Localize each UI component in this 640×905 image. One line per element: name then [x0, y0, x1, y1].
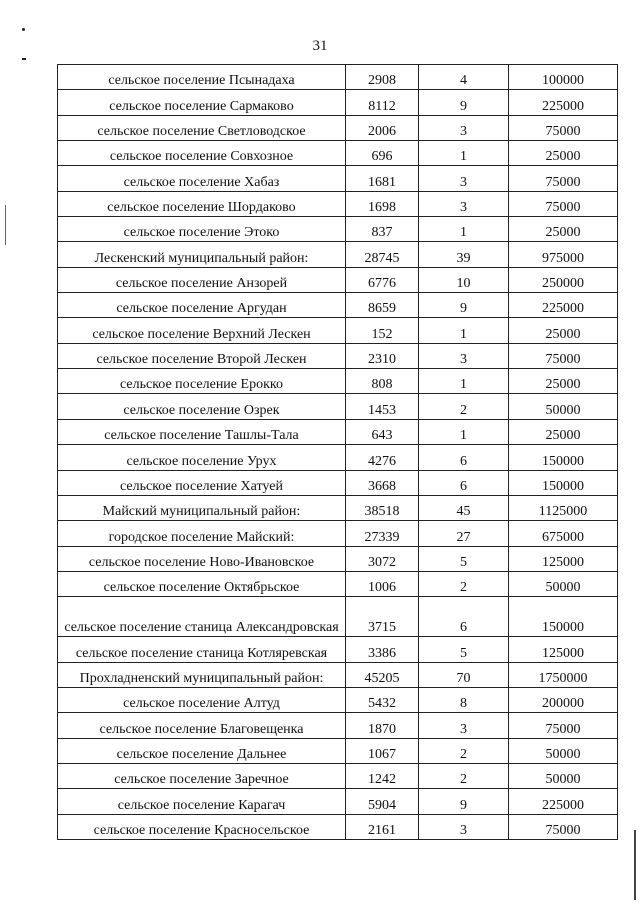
cell-count: 45 [419, 495, 509, 520]
table-row [58, 637, 618, 662]
cell-population: 696 [346, 141, 419, 166]
cell-amount: 25000 [509, 217, 618, 242]
cell-count: 2 [419, 394, 509, 419]
cell-name: сельское поселение Аргудан [58, 293, 346, 318]
cell-population: 3072 [346, 546, 419, 571]
table-row [58, 90, 618, 115]
cell-name: сельское поселение Карагач [58, 789, 346, 814]
cell-name: сельское поселение станица Александровская [58, 597, 346, 637]
cell-population: 8659 [346, 293, 419, 318]
cell-amount: 1125000 [509, 495, 618, 520]
table-row [58, 789, 618, 814]
table-row [58, 713, 618, 738]
cell-name: сельское поселение Ново-Ивановское [58, 546, 346, 571]
cell-count: 3 [419, 343, 509, 368]
cell-population: 28745 [346, 242, 419, 267]
cell-count: 2 [419, 763, 509, 788]
cell-count: 8 [419, 687, 509, 712]
cell-amount: 25000 [509, 318, 618, 343]
cell-population: 2908 [346, 65, 419, 90]
cell-amount: 50000 [509, 763, 618, 788]
table-row [58, 166, 618, 191]
cell-population: 1870 [346, 713, 419, 738]
cell-count: 1 [419, 141, 509, 166]
cell-population: 1242 [346, 763, 419, 788]
cell-count: 2 [419, 738, 509, 763]
page-number: 31 [312, 38, 328, 54]
cell-name: Лескенский муниципальный район: [58, 242, 346, 267]
table-row [58, 65, 618, 90]
table-row [58, 445, 618, 470]
cell-population: 3386 [346, 637, 419, 662]
table-row [58, 369, 618, 394]
table-row [58, 242, 618, 267]
cell-name: сельское поселение Октябрьское [58, 571, 346, 596]
cell-name: сельское поселение станица Котляревская [58, 637, 346, 662]
cell-name: сельское поселение Красносельское [58, 814, 346, 839]
cell-amount: 50000 [509, 738, 618, 763]
cell-population: 2310 [346, 343, 419, 368]
cell-population: 1006 [346, 571, 419, 596]
cell-amount: 75000 [509, 713, 618, 738]
cell-count: 9 [419, 90, 509, 115]
table-row [58, 419, 618, 444]
cell-amount: 75000 [509, 115, 618, 140]
cell-name: сельское поселение Благовещенка [58, 713, 346, 738]
table-row [58, 687, 618, 712]
table-row [58, 546, 618, 571]
cell-population: 8112 [346, 90, 419, 115]
table-row [58, 521, 618, 546]
table-row [58, 571, 618, 596]
scan-mark [22, 28, 25, 31]
cell-amount: 75000 [509, 191, 618, 216]
cell-name: сельское поселение Дальнее [58, 738, 346, 763]
table-row [58, 394, 618, 419]
cell-name: сельское поселение Алтуд [58, 687, 346, 712]
cell-population: 837 [346, 217, 419, 242]
cell-amount: 50000 [509, 571, 618, 596]
cell-name: сельское поселение Заречное [58, 763, 346, 788]
cell-name: сельское поселение Озрек [58, 394, 346, 419]
cell-amount: 225000 [509, 293, 618, 318]
cell-amount: 225000 [509, 90, 618, 115]
cell-population: 152 [346, 318, 419, 343]
cell-population: 45205 [346, 662, 419, 687]
cell-amount: 75000 [509, 166, 618, 191]
table-row [58, 470, 618, 495]
table-row [58, 318, 618, 343]
cell-amount: 675000 [509, 521, 618, 546]
cell-amount: 150000 [509, 470, 618, 495]
cell-amount: 1750000 [509, 662, 618, 687]
cell-population: 643 [346, 419, 419, 444]
cell-population: 5432 [346, 687, 419, 712]
cell-count: 9 [419, 293, 509, 318]
cell-population: 2161 [346, 814, 419, 839]
table-row [58, 763, 618, 788]
cell-name: сельское поселение Урух [58, 445, 346, 470]
table-row [58, 738, 618, 763]
cell-count: 1 [419, 419, 509, 444]
cell-amount: 75000 [509, 814, 618, 839]
cell-name: сельское поселение Псынадаха [58, 65, 346, 90]
cell-name: сельское поселение Совхозное [58, 141, 346, 166]
cell-amount: 150000 [509, 445, 618, 470]
allocation-table [57, 64, 618, 840]
cell-count: 6 [419, 445, 509, 470]
table-row [58, 217, 618, 242]
cell-name: сельское поселение Хабаз [58, 166, 346, 191]
cell-name: Прохладненский муниципальный район: [58, 662, 346, 687]
table-row [58, 267, 618, 292]
cell-amount: 125000 [509, 637, 618, 662]
table-row [58, 191, 618, 216]
table-row [58, 814, 618, 839]
cell-amount: 125000 [509, 546, 618, 571]
table-row [58, 662, 618, 687]
cell-population: 4276 [346, 445, 419, 470]
table-row [58, 495, 618, 520]
cell-count: 1 [419, 369, 509, 394]
cell-amount: 200000 [509, 687, 618, 712]
cell-amount: 150000 [509, 597, 618, 637]
cell-name: сельское поселение Второй Лескен [58, 343, 346, 368]
cell-count: 3 [419, 115, 509, 140]
cell-count: 6 [419, 470, 509, 495]
cell-count: 3 [419, 713, 509, 738]
cell-name: городское поселение Майский: [58, 521, 346, 546]
cell-count: 5 [419, 637, 509, 662]
cell-count: 5 [419, 546, 509, 571]
scan-mark [634, 830, 636, 900]
cell-name: Майский муниципальный район: [58, 495, 346, 520]
cell-population: 27339 [346, 521, 419, 546]
cell-population: 808 [346, 369, 419, 394]
table-row [58, 141, 618, 166]
cell-amount: 25000 [509, 369, 618, 394]
cell-count: 4 [419, 65, 509, 90]
cell-name: сельское поселение Сармаково [58, 90, 346, 115]
cell-name: сельское поселение Ташлы-Тала [58, 419, 346, 444]
cell-count: 27 [419, 521, 509, 546]
table-body [58, 65, 618, 840]
cell-population: 6776 [346, 267, 419, 292]
cell-count: 1 [419, 318, 509, 343]
cell-name: сельское поселение Анзорей [58, 267, 346, 292]
cell-count: 2 [419, 571, 509, 596]
cell-population: 5904 [346, 789, 419, 814]
cell-count: 3 [419, 191, 509, 216]
cell-population: 1067 [346, 738, 419, 763]
cell-name: сельское поселение Шордаково [58, 191, 346, 216]
cell-population: 38518 [346, 495, 419, 520]
cell-name: сельское поселение Ерокко [58, 369, 346, 394]
cell-name: сельское поселение Хатуей [58, 470, 346, 495]
cell-amount: 975000 [509, 242, 618, 267]
cell-amount: 100000 [509, 65, 618, 90]
cell-population: 3668 [346, 470, 419, 495]
scan-mark [22, 58, 26, 60]
cell-amount: 25000 [509, 419, 618, 444]
cell-amount: 250000 [509, 267, 618, 292]
cell-name: сельское поселение Этоко [58, 217, 346, 242]
table-row [58, 597, 618, 637]
table-row [58, 343, 618, 368]
cell-name: сельское поселение Светловодское [58, 115, 346, 140]
cell-count: 3 [419, 814, 509, 839]
cell-amount: 225000 [509, 789, 618, 814]
cell-count: 1 [419, 217, 509, 242]
table-row [58, 115, 618, 140]
scan-mark [5, 205, 6, 245]
cell-count: 70 [419, 662, 509, 687]
cell-amount: 50000 [509, 394, 618, 419]
cell-population: 1698 [346, 191, 419, 216]
cell-population: 1681 [346, 166, 419, 191]
cell-amount: 75000 [509, 343, 618, 368]
cell-count: 9 [419, 789, 509, 814]
cell-count: 6 [419, 597, 509, 637]
cell-population: 3715 [346, 597, 419, 637]
cell-count: 3 [419, 166, 509, 191]
cell-population: 1453 [346, 394, 419, 419]
cell-amount: 25000 [509, 141, 618, 166]
cell-population: 2006 [346, 115, 419, 140]
cell-count: 39 [419, 242, 509, 267]
cell-count: 10 [419, 267, 509, 292]
cell-name: сельское поселение Верхний Лескен [58, 318, 346, 343]
table-row [58, 293, 618, 318]
